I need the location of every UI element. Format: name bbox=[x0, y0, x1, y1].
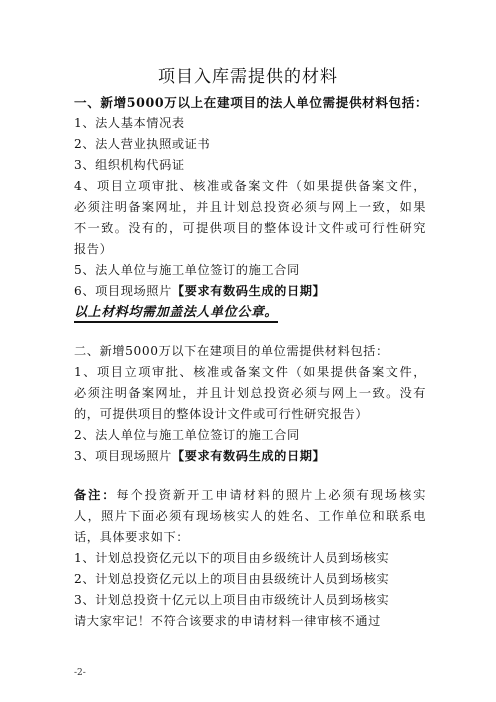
section1-item-4-line3: 不一致。没有的，可提供项目的整体设计文件或可行性研究 bbox=[74, 221, 426, 235]
stamp-note: 以上材料均需加盖法人单位公章。 bbox=[74, 304, 278, 323]
section1-heading: 一、新增5000万以上在建项目的法人单位需提供材料包括： bbox=[74, 95, 429, 110]
section2-item-1-line3: 的，可提供项目的整体设计文件或可行性研究报告） bbox=[74, 407, 369, 421]
section2-item-1-line2: 必须注明备案网址，并且计划总投资必须与网上一致。没有 bbox=[74, 386, 426, 400]
section1-item-4-line1: 4、项目立项审批、核准或备案文件（如果提供备案文件， bbox=[74, 179, 426, 193]
notes-line2: 人，照片下面必须有现场核实人的姓名、工作单位和联系电 bbox=[74, 509, 426, 523]
section2-item-1-line1: 1、项目立项审批、核准或备案文件（如果提供备案文件， bbox=[74, 365, 426, 379]
section2-item-3-text: 3、项目现场照片 bbox=[74, 449, 172, 463]
section1-item-6 bbox=[74, 281, 426, 302]
section1-item-6-text: 6、项目现场照片 bbox=[74, 284, 172, 298]
section1-item-4-line4: 报告） bbox=[74, 242, 113, 256]
section2-item-2: 2、法人单位与施工单位签订的施工合同 bbox=[74, 428, 300, 442]
section1-item-5: 5、法人单位与施工单位签订的施工合同 bbox=[74, 263, 300, 277]
notes-label: 备注： bbox=[74, 488, 117, 502]
notes-item-1: 1、计划总投资亿元以下的项目由乡级统计人员到场核实 bbox=[74, 551, 390, 565]
notes-item-2: 2、计划总投资亿元以上的项目由县级统计人员到场核实 bbox=[74, 572, 390, 586]
notes-closing: 请大家牢记！不符合该要求的申请材料一律审核不通过 bbox=[74, 614, 381, 628]
page-number: -2- bbox=[74, 668, 86, 678]
notes-line1-text: 每个投资新开工申请材料的照片上必须有现场核实 bbox=[116, 488, 426, 502]
section2-heading: 二、新增5000万以下在建项目的单位需提供材料包括： bbox=[74, 344, 389, 358]
notes-line1 bbox=[74, 485, 426, 506]
stamp-note-row bbox=[74, 302, 426, 323]
notes-item-3: 3、计划总投资十亿元以上项目由市级统计人员到场核实 bbox=[74, 593, 390, 607]
notes-line3: 话，具体要求如下： bbox=[74, 530, 190, 544]
page-title: 项目入库需提供的材料 bbox=[158, 67, 338, 87]
section1-item-1: 1、法人基本情况表 bbox=[74, 116, 185, 130]
section1-item-2: 2、法人营业执照或证书 bbox=[74, 137, 211, 151]
spacer bbox=[74, 467, 426, 485]
document-body bbox=[74, 92, 429, 632]
section2-item-3-requirement: 【要求有数码生成的日期】 bbox=[171, 449, 326, 463]
spacer bbox=[74, 323, 426, 341]
section1-item-4-line2: 必须注明备案网址，并且计划总投资必须与网上一致，如果 bbox=[74, 200, 426, 214]
section1-item-6-requirement: 【要求有数码生成的日期】 bbox=[171, 284, 326, 298]
section2-item-3 bbox=[74, 446, 426, 467]
section1-item-3: 3、组织机构代码证 bbox=[74, 158, 185, 172]
